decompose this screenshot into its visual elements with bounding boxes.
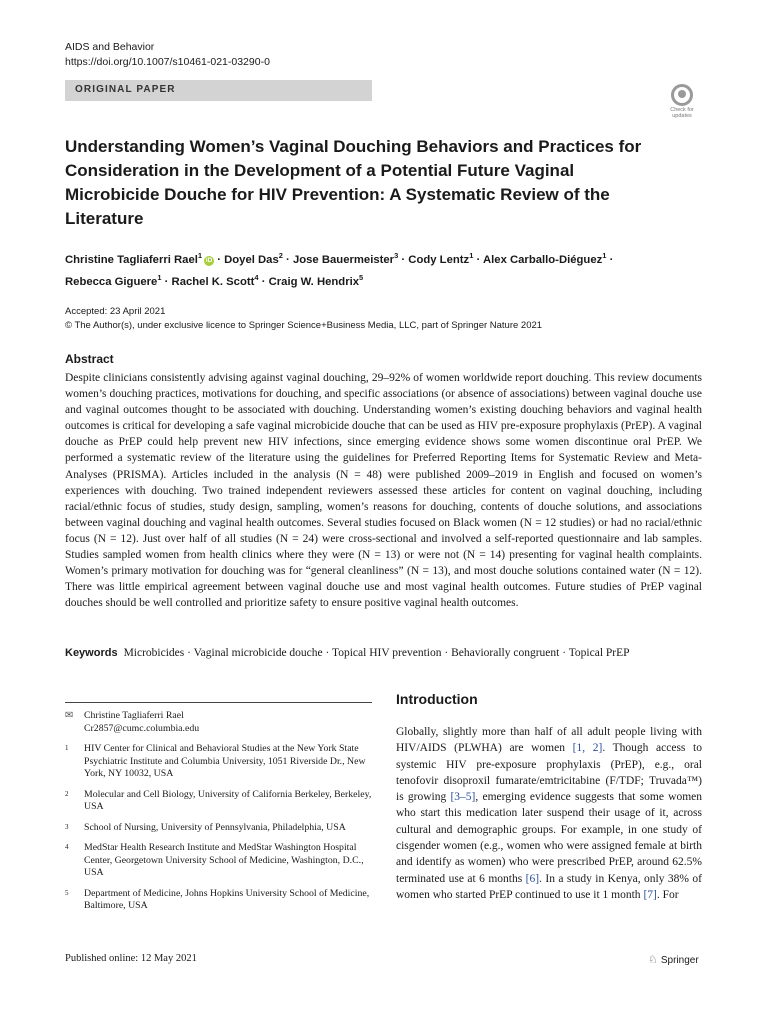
introduction-heading: Introduction — [396, 691, 478, 707]
author[interactable]: Christine Tagliaferri Rael$^1$ — [65, 251, 203, 266]
affiliation-item: 1 HIV Center for Clinical and Behavioral Studies at the New York State Psychiatric Institute and Columbia University, 1051 Riverside Dr., New York, NY 10032, USA — [65, 743, 366, 779]
article-meta — [65, 305, 542, 333]
keywords-label: Keywords — [65, 647, 118, 659]
citation-link[interactable]: [3–5] — [450, 791, 476, 804]
author[interactable]: Rebecca Giguere$^1$ — [65, 273, 162, 289]
abstract-text: Despite clinicians consistently advising against vaginal douching, 29–92% of women worldwide report douching. This review documents women’s douching practices, motivations for douching, and specific associations (or absence of associations) between vaginal douche use and vaginal outcomes thought to be associated with douching. Understanding women’s existing douching behaviors and vaginal health outcomes is critical for developing a safe vaginal microbicide douche that can be used as HIV pre-exposure prophylaxis (PrEP). A vaginal douche as PrEP could help prevent new HIV infections, since emerging evidence shows some women discontinue oral PrEP. We performed a systematic review of the literature using the guidelines for Preferred Reporting Items for Systematic Review and Meta-Analyses (PRISMA). Articles included in the analysis (N = 48) were published 2009–2019 in English and focused on women’s experiences with douching. Two trained independent reviewers assessed these articles for content on vaginal douching, including racial/ethnic focus of studies, study design, sampling, women’s reasons for douching, contents of douche solutions, and associations between vaginal douching and vaginal health outcomes. Several studies focused on Black women (N = 12 studies) or had no racial/ethnic focus (N = 12). Just over half of all studies (N = 24) were cross-sectional and involved a self-reported questionnaire and lab samples. Studies sampled women from health clinics where they were (N = 13) or were not (N = 14) presenting for vaginal health complaints. Women’s primary motivation for douching was for “general cleanliness” (N = 13), and most douche solutions contained water (N = 12). There was little empirical agreement between vaginal douche use and most vaginal health outcomes. Future studies of PrEP vaginal douches should be well controlled and prioritize safety to ensure positive vaginal health outcomes. — [65, 372, 702, 610]
envelope-icon: ✉ — [65, 710, 74, 721]
affiliation-item: 4 MedStar Health Research Institute and MedStar Washington Hospital Center, Georgetown University School of Medicine, Washington, D.C., USA — [65, 842, 364, 878]
journal-header — [65, 40, 270, 70]
doi-link[interactable]: https://doi.org/10.1007/s10461-021-03290-0 — [65, 56, 270, 68]
accepted-date: Accepted: 23 April 2021 — [65, 306, 166, 317]
affiliation-item: 5 Department of Medicine, Johns Hopkins University School of Medicine, Baltimore, USA — [65, 887, 370, 911]
article-title: Understanding Women’s Vaginal Douching Behaviors and Practices for Consideration in the Development of a Potential Future Vaginal Microbicide Douche for HIV Prevention: A Systematic Review of the Literature — [65, 137, 642, 228]
journal-name: AIDS and Behavior — [65, 41, 155, 53]
citation-link[interactable]: [1, 2] — [572, 742, 603, 755]
keywords-list: Microbicides · Vaginal microbicide douche · Topical HIV prevention · Behaviorally congruent · Topical PrEP — [123, 647, 630, 659]
author[interactable]: Jose Bauermeister$^3$ — [292, 251, 399, 266]
correspondence-name: Christine Tagliaferri Rael — [84, 710, 184, 721]
check-updates-label: Check for updates — [670, 107, 694, 119]
author-list: Christine Tagliaferri Rael$^1$iD · Doyel Das$^2$ · Jose Bauermeister$^3$ · Cody Lentz$^1$ · Alex Carballo-Diéguez$^1$ · Rebecca Giguere$^1$ · Rachel K. Scott$^4$ · Craig W. Hendrix$^5$ — [65, 251, 614, 289]
copyright-notice: © The Author(s), under exclusive licence to Springer Science+Business Media, LLC, part of Springer Nature 2021 — [65, 320, 543, 331]
footnote-divider — [65, 702, 372, 703]
check-for-updates-button[interactable] — [662, 84, 702, 124]
correspondence — [65, 710, 372, 735]
affiliations — [65, 710, 372, 921]
affiliation-item: 2 Molecular and Cell Biology, University of California Berkeley, Berkeley, USA — [65, 788, 372, 812]
section-badge-label: ORIGINAL PAPER — [75, 84, 176, 95]
orcid-icon[interactable]: iD — [205, 256, 213, 264]
correspondence-email[interactable]: Cr2857@cumc.columbia.edu — [84, 722, 200, 734]
introduction-text: Globally, slightly more than half of all adult people living with HIV/AIDS (PLWHA) are women [1, 2]. Though access to systemic HIV pre-exposure prophylaxis (PrEP), e.g., oral tenofovir disoproxil fumarate/emtricitabine (F/TDF; Truvada™) is growing [3–5], emerging evidence suggests that some women who start this medication later suspend their usage of it, across cultural and demographic groups. For example, in one study of cisgender women (e.g., women who were assigned female at birth and identify as women) who were prescribed PrEP, around 62.5% terminated use at 6 months [6]. In a study in Kenya, only 38% of women who started PrEP continued to use it 1 month [7]. For — [396, 726, 703, 901]
citation-link[interactable]: [6] — [525, 872, 540, 885]
springer-horse-icon: ♘ — [648, 954, 658, 966]
affiliation-item: 3 School of Nursing, University of Pennsylvania, Philadelphia, USA — [65, 821, 346, 833]
abstract-heading: Abstract — [65, 352, 114, 366]
publisher-logo: ♘ Springer — [648, 954, 699, 966]
section-badge — [65, 80, 372, 101]
check-updates-icon — [671, 84, 693, 106]
author[interactable]: Cody Lentz$^1$ — [408, 251, 474, 266]
author[interactable]: Alex Carballo-Diéguez$^1$ — [482, 251, 607, 266]
citation-link[interactable]: [7] — [643, 888, 657, 901]
author[interactable]: Craig W. Hendrix$^5$ — [268, 273, 364, 289]
published-date: Published online: 12 May 2021 — [65, 953, 197, 964]
keywords — [65, 645, 705, 661]
author[interactable]: Doyel Das$^2$ — [224, 251, 283, 266]
author[interactable]: Rachel K. Scott$^4$ — [171, 273, 259, 289]
